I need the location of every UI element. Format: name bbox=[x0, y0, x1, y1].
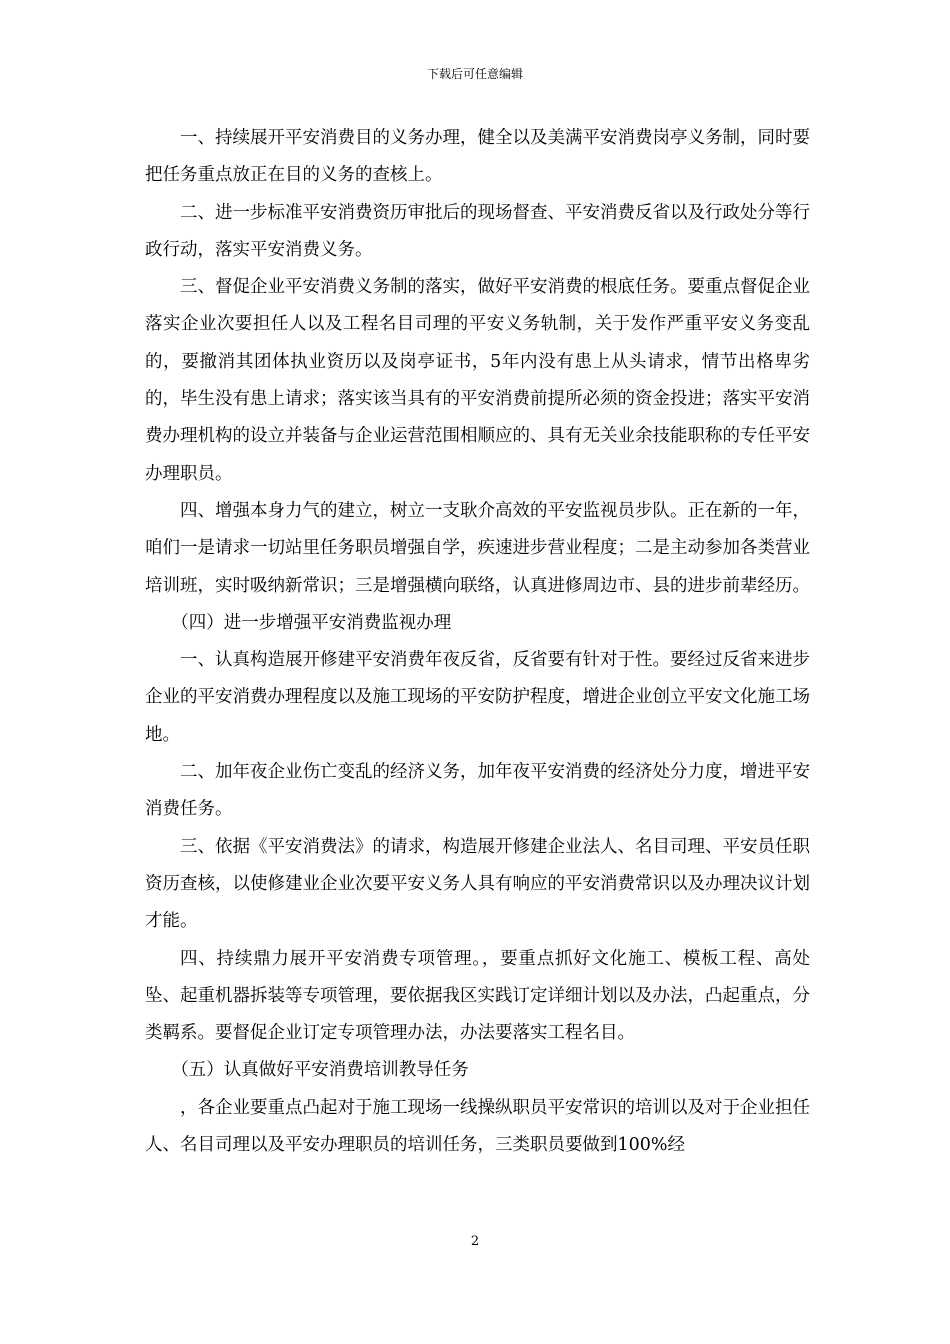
paragraph: 一、认真构造展开修建平安消费年夜反省，反省要有针对于性。要经过反省来进步企业的平安消费办理程度以及施工现场的平安防护程度，增进企业创立平安文化施工场地。 bbox=[145, 650, 810, 745]
document-body bbox=[145, 120, 810, 1164]
paragraph: 二、加年夜企业伤亡变乱的经济义务，加年夜平安消费的经济处分力度，增进平安消费任务。 bbox=[145, 762, 810, 820]
paragraph: 三、督促企业平安消费义务制的落实，做好平安消费的根底任务。要重点督促企业落实企业次要担任人以及工程名目司理的平安义务轨制，关于发作严重平安义务变乱的，要撤消其团体执业资历以及岗亭证书，5年内没有患上从头请求，情节出格卑劣的，毕生没有患上请求；落实该当具有的平安消费前提所必须的资金投进；落实平安消费办理机构的设立并装备与企业运营范围相顺应的、具有无关业余技能职称的专任平安办理职员。 bbox=[145, 277, 810, 484]
paragraph: 四、持续鼎力展开平安消费专项管理。，要重点抓好文化施工、模板工程、高处坠、起重机器拆装等专项管理，要依据我区实践订定详细计划以及办法，凸起重点，分类羁系。要督促企业订定专项管理办法，办法要落实工程名目。 bbox=[145, 948, 810, 1044]
paragraph: 三、依据《平安消费法》的请求，构造展开修建企业法人、名目司理、平安员任职资历查核，以使修建业企业次要平安义务人具有响应的平安消费常识以及办理决议计划才能。 bbox=[145, 836, 810, 932]
section-heading: （四）进一步增强平安消费监视办理 bbox=[171, 612, 452, 633]
paragraph: 四、增强本身力气的建立，树立一支耿介高效的平安监视员步队。正在新的一年，咱们一是请求一切站里任务职员增强自学，疾速进步营业程度；二是主动参加各类营业培训班，实时吸纳新常识；三是增强横向联络，认真进修周边市、县的进步前辈经历。 bbox=[145, 500, 810, 596]
section-heading: （五）认真做好平安消费培训教导任务 bbox=[171, 1060, 469, 1081]
paragraph: ，各企业要重点凸起对于施工现场一线操纵职员平安常识的培训以及对于企业担任人、名目司理以及平安办理职员的培训任务，三类职员要做到100%经 bbox=[145, 1097, 810, 1156]
page-number: 2 bbox=[470, 1234, 480, 1249]
paragraph: 一、持续展开平安消费目的义务办理，健全以及美满平安消费岗亭义务制，同时要把任务重点放正在目的义务的查核上。 bbox=[145, 128, 810, 186]
paragraph: 二、进一步标准平安消费资历审批后的现场督查、平安消费反省以及行政处分等行政行动，落实平安消费义务。 bbox=[145, 202, 810, 260]
page-header: 下载后可任意编辑 bbox=[426, 67, 523, 81]
